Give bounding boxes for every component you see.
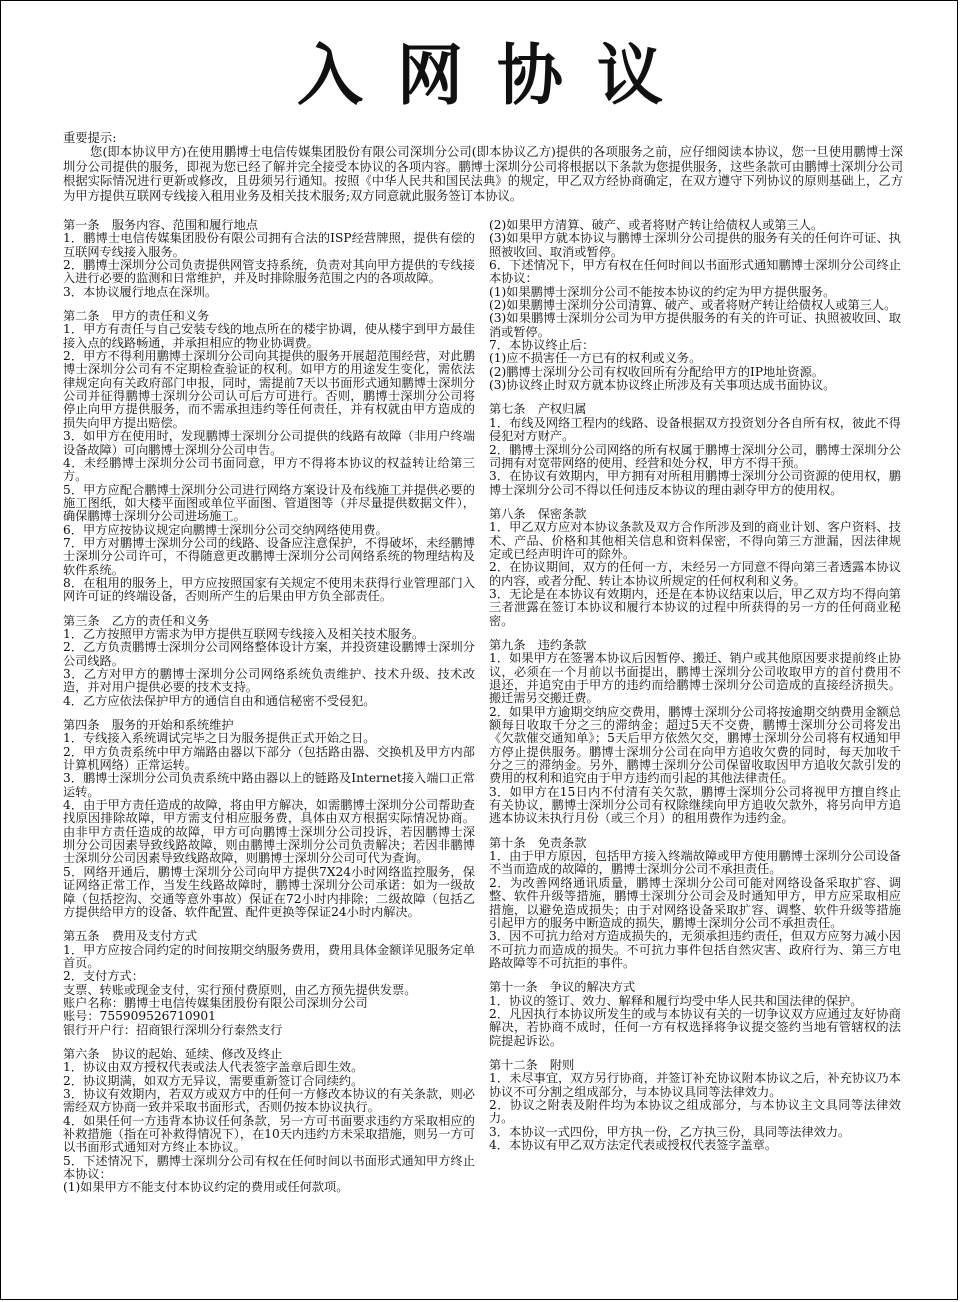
section-title: 第九条 违约条款 xyxy=(489,637,587,652)
clause-text: 3．因不可抗力给对方造成损失的，无须承担违约责任，但双方应努力减小因不可抗力而造成的损失。不可抗力事件包括自然灾害、政府行为、第三方电路故障等不可抗拒的事件。 xyxy=(489,929,901,970)
agreement-section xyxy=(63,219,475,299)
clause-text: 2．在协议期间，双方的任何一方，未经另一方同意不得向第三者透露本协议的内容，或者分配、转让本协议所规定的任何权利和义务。 xyxy=(489,560,901,588)
section-title: 第十条 免责条款 xyxy=(489,835,587,850)
section-title: 第三条 乙方的责任和义务 xyxy=(63,613,210,628)
clause-text: 3．协议有效期内，若双方或双方中的任何一方修改本协议的有关条款，则必需经双方协商一致并采取书面形式，否则仍按本协议执行。 xyxy=(63,1086,475,1115)
clause-text: 1．专线接入系统调试完毕之日为服务提供正式开始之日。 xyxy=(63,731,376,746)
notice-heading: 重要提示: xyxy=(63,131,117,145)
clause-text: 1．未尽事宜，双方另行协商，并签订补充协议附本协议之后，补充协议乃本协议不可分割之组成部分，与本协议具同等法律效力。 xyxy=(489,1071,901,1099)
clause-text: 2．鹏博士深圳分公司负责提供网管支持系统，负责对其向甲方提供的专线接入进行必要的监测和日常维护，并及时排除服务范围之内的各项故障。 xyxy=(63,258,475,286)
clause-text: 3．本协议一式四份，甲方执一份，乙方执三份，具同等法律效力。 xyxy=(489,1124,851,1139)
agreement-section xyxy=(63,930,475,1037)
clause-text: 2．协议之附表及附件均为本协议之组成部分，与本协议主文具同等法律效力。 xyxy=(489,1097,901,1126)
clause-text: 6．甲方应按协议规定向鹏博士深圳分公司交纳网络使用费。 xyxy=(63,522,388,537)
section-title: 第十一条 争议的解决方式 xyxy=(489,980,636,995)
clause-text: 6．下述情况下，甲方有权在任何时间以书面形式通知鹏博士深圳分公司终止本协议： xyxy=(489,258,901,286)
clause-text: 7．甲方对鹏博士深圳分公司的线路、设备应注意保护，不得破坏，未经鹏博士深圳分公司许可，不得随意更改鹏博士深圳分公司网络系统的物理结构及软件系统。 xyxy=(63,535,475,577)
clause-text: 1．甲方有责任与自己安装专线的地点所在的楼宇协调，使从楼宇到甲方最佳接入点的线路畅通，并承担相应的物业协调费。 xyxy=(63,322,475,350)
clause-text: 2．甲方负责系统中甲方端路由器以下部分（包括路由器、交换机及甲方内部计算机网络）正常运转。 xyxy=(63,744,475,773)
right-column xyxy=(489,219,901,1163)
clause-text: 4．本协议有甲乙双方法定代表或授权代表签字盖章。 xyxy=(489,1138,778,1152)
clause-text: 1．如果甲方在签署本协议后因暂停、搬迁、销户或其他原因要求提前终止协议，必须在一个月前以书面提出，鹏博士深圳分公司收取甲方的首付费用不退还，并追究由于甲方的违约而给鹏博士深圳分公司造成的直接经济损失。搬迁需另交搬迁费。 xyxy=(489,651,901,706)
clause-text: 4．未经鹏博士深圳分公司书面同意，甲方不得将本协议的权益转让给第三方。 xyxy=(63,455,475,484)
clause-text: (3)协议终止时双方就本协议终止所涉及有关事项达成书面协议。 xyxy=(489,378,836,393)
clause-text: 3．乙方对甲方的鹏博士深圳分公司网络系统负责维护、技术升级、技术改造，并对用户提供必要的技术支持。 xyxy=(63,667,475,695)
clause-text: 账户名称：鹏博士电信传媒集团股份有限公司深圳分公司 xyxy=(63,995,368,1010)
agreement-section xyxy=(489,1059,901,1152)
clause-text: 1．鹏博士电信传媒集团股份有限公司拥有合法的ISP经营牌照，提供有偿的互联网专线接入服务。 xyxy=(63,231,475,259)
clause-text: 5．下述情况下，鹏博士深圳分公司有权在任何时间以书面形式通知甲方终止本协议： xyxy=(63,1153,475,1182)
clause-text: (1)如果甲方不能支付本协议约定的费用或任何款项。 xyxy=(63,1180,349,1195)
document-title: 入网协议 xyxy=(297,36,697,114)
agreement-section xyxy=(489,403,901,496)
section-title: 第二条 甲方的责任和义务 xyxy=(63,309,210,324)
clause-text: 4．由于甲方责任造成的故障，将由甲方解决，如需鹏博士深圳分公司帮助查找原因排除故障，甲方需支付相应服务费，具体由双方根据实际情况协商。由非甲方责任造成的故障，甲方可向鹏博士深圳分公司投诉，若因鹏博士深圳分公司因素导致线路故障，则由鹏博士深圳分公司负责解决；若因非鹏博士深圳分公司因素导致线路故障，则鹏博士深圳分公司可代为查询。 xyxy=(63,798,475,866)
clause-text: 2．凡因执行本协议所发生的或与本协议有关的一切争议双方应通过友好协商解决，若协商不成时，任何一方有权选择将争议提交签约当地有管辖权的法院提起诉讼。 xyxy=(489,1006,901,1048)
agreement-section xyxy=(63,719,475,919)
clause-text: 2．如果甲方逾期交纳应交费用，鹏博士深圳分公司将按逾期交纳费用金额总额每日收取千分之三的滞纳金；超过5天不交费，鹏博士深圳分公司将发出《欠款催交通知单》；5天后甲方依然欠交，鹏博士深圳分公司将有权通知甲方停止提供服务。鹏博士深圳分公司在向甲方追收欠费的同时，每天加收千分之三的滞纳金。另外，鹏博士深圳分公司保留收取因甲方追收欠款引发的费用的权利和追究由于甲方违约而引起的其他法律责任。 xyxy=(489,704,901,786)
clause-text: 1．布线及网络工程内的线路、设备根据双方投资划分各自所有权，彼此不得侵犯对方财产。 xyxy=(489,415,901,444)
clause-text: 3．无论是在本协议有效期内，还是在本协议结束以后，甲乙双方均不得向第三者泄露在签订本协议和履行本协议的过程中所获得的另一方的任何商业秘密。 xyxy=(489,586,901,628)
clause-text: 5．网络开通后，鹏博士深圳分公司向甲方提供7X24小时网络监控服务，保证网络正常工作，当发生线路故障时，鹏博士深圳分公司承诺：如为一级故障（包括挖沟、交通等意外事故）保证在72小时内排除；二级故障（包括乙方提供给甲方的设备、软件配置、配件更换等保证24小时内解决。 xyxy=(63,864,475,919)
clause-text: 1．协议由双方授权代表或法人代表签字盖章后即生效。 xyxy=(63,1060,364,1075)
clause-text: 1．甲方应按合同约定的时间按期交纳服务费用，费用具体金额详见服务定单首页。 xyxy=(63,942,475,970)
important-notice xyxy=(63,131,903,203)
agreement-section xyxy=(489,837,901,970)
clause-text: (1)如果鹏博士深圳分公司不能按本协议的约定为甲方提供服务。 xyxy=(489,284,836,299)
left-column xyxy=(63,219,475,1206)
clause-text: 2．甲方不得利用鹏博士深圳分公司向其提供的服务开展超范围经营，对此鹏博士深圳分公司有不定期检查验证的权利。如甲方的用途发生变化，需依法律规定向有关政府部门申报，同时，需提前7天以书面形式通知鹏博士深圳分公司并征得鹏博士深圳分公司认可后方可进行。否则，鹏博士深圳分公司将停止向甲方提供服务，而不需承担违约等任何责任，并有权就由甲方造成的损失向甲方提出赔偿。 xyxy=(63,349,475,430)
clause-text: 3．在协议有效期内，甲方拥有对所租用鹏博士深圳分公司资源的使用权，鹏博士深圳分公司不得以任何违反本协议的理由剥夺甲方的使用权。 xyxy=(489,469,901,497)
clause-text: 5．甲方应配合鹏博士深圳分公司进行网络方案设计及布线施工并提供必要的施工图纸，如大楼平面图或单位平面图、管道图等（并尽量提供数据文件），确保鹏博士深圳分公司进场施工。 xyxy=(63,482,475,524)
section-title: 第八条 保密条款 xyxy=(489,506,587,521)
clause-text: 银行开户行：招商银行深圳分行泰然支行 xyxy=(63,1022,283,1037)
clause-text: 3．如甲方在使用时，发现鹏博士深圳分公司提供的线路有故障（非用户终端设备故障）可向鹏博士深圳分公司申告。 xyxy=(63,429,475,457)
clause-text: 4．乙方应依法保护甲方的通信自由和通信秘密不受侵犯。 xyxy=(63,693,376,708)
notice-paragraph: 您(即本协议甲方)在使用鹏博士电信传媒集团股份有限公司深圳分公司(即本协议乙方)提供的各项服务之前，应仔细阅读本协议，您一旦使用鹏博士深圳分公司提供的服务，即视为您已经了解并完全接受本协议的各项内容。鹏博士深圳分公司将根据以下条款为您提供服务，这些条款可由鹏博士深圳分公司根据实际情况进行更新或修改，且毋须另行通知。按照《中华人民共和国民法典》的规定，甲乙双方经协商确定，在双方遵守下列协议的原则基础上，乙方为甲方提供互联网专线接入租用业务及相关技术服务;双方同意就此服务签订本协议。 xyxy=(63,145,903,203)
section-title: 第一条 服务内容、范围和履行地点 xyxy=(63,218,258,232)
clause-text: (1)应不损害任一方已有的权利或义务。 xyxy=(489,351,702,366)
clause-text: 支票、转账或现金支付，实行预付费原则，由乙方预先提供发票。 xyxy=(63,982,417,997)
clause-text: (3)如果甲方就本协议与鹏博士深圳分公司提供的服务有关的任何许可证、执照被收回、取消或暂停。 xyxy=(489,231,901,259)
clause-text: 1．协议的签订、效力、解释和履行均受中华人民共和国法律的保护。 xyxy=(489,993,863,1008)
section-title: 第五条 费用及支付方式 xyxy=(63,929,198,944)
clause-text: 1．由于甲方原因，包括甲方接入终端故障或甲方使用鹏博士深圳分公司设备不当而造成的故障的，鹏博士深圳分公司不承担责任。 xyxy=(489,849,901,877)
agreement-section xyxy=(63,615,475,708)
clause-text: (2)如果鹏博士深圳分公司清算、破产、或者将财产转让给债权人或第三人。 xyxy=(489,298,897,313)
clause-text: (3)如果鹏博士深圳分公司为甲方提供服务的有关的许可证、执照被收回、取消或暂停。 xyxy=(489,311,901,339)
agreement-section xyxy=(489,981,901,1048)
clause-text: 3．如甲方在15日内不付清有关欠款，鹏博士深圳分公司将视甲方擅自终止有关协议，鹏博士深圳分公司有权除继续向甲方追收欠款外，将另向甲方追逃本协议未执行月份（或三个月）的租用费作为违约金。 xyxy=(489,784,901,826)
agreement-section xyxy=(489,639,901,826)
clause-text: 3．鹏博士深圳分公司负责系统中路由器以上的链路及Internet接入端口正常运转。 xyxy=(63,771,475,799)
section-title: 第七条 产权归属 xyxy=(489,402,587,417)
clause-text: 2．乙方负责鹏博士深圳分公司网络整体设计方案，并投资建设鹏博士深圳分公司线路。 xyxy=(63,640,475,668)
section-title: 第十二条 附则 xyxy=(489,1057,575,1072)
clause-text: (2)鹏博士深圳分公司有权收回所有分配给甲方的IP地址资源。 xyxy=(489,364,824,379)
clause-text: 8．在租用的服务上，甲方应按照国家有关规定不使用未获得行业管理部门入网许可证的终端设备，否则所产生的后果由甲方负全部责任。 xyxy=(63,575,475,604)
clause-text: 2．鹏博士深圳分公司网络的所有权属于鹏博士深圳分公司，鹏博士深圳分公司拥有对宽带网络的使用、经营和处分权，甲方不得干预。 xyxy=(489,442,901,470)
clause-text: 1．乙方按照甲方需求为甲方提供互联网专线接入及相关技术服务。 xyxy=(63,626,425,641)
clause-text: 2．为改善网络通讯质量，鹏博士深圳分公司可能对网络设备采取扩容、调整、软件升级等措施，鹏博士深圳分公司会及时通知甲方，甲方应采取相应措施，以避免造成损失；由于对网络设备采取扩容、调整、软件升级等措施引起甲方的服务中断造成的损失，鹏博士深圳分公司不承担责任。 xyxy=(489,875,901,930)
clause-text: 2．协议期满，如双方无异议，需要重新签订合同续约。 xyxy=(63,1073,364,1088)
section-title: 第四条 服务的开始和系统维护 xyxy=(63,718,234,733)
agreement-section xyxy=(63,1048,475,1195)
agreement-section xyxy=(489,219,901,392)
clause-text: 4．如果任何一方违背本协议任何条款，另一方可书面要求违约方采取相应的补救措施（指在可补救得情况下），在10天内违约方未采取措施，则另一方可以书面形式通知对方终止本协议。 xyxy=(63,1113,475,1155)
agreement-section xyxy=(63,310,475,604)
clause-text: 7．本协议终止后： xyxy=(489,338,595,353)
clause-text: 1．甲乙双方应对本协议条款及双方合作所涉及到的商业计划、客户资料、技术、产品、价格和其他相关信息和资料保密，不得向第三方泄漏，因法律规定或已经声明许可的除外。 xyxy=(489,520,901,561)
clause-text: (2)如果甲方清算、破产、或者将财产转让给债权人或第三人。 xyxy=(489,218,824,232)
clause-text: 2．支付方式： xyxy=(63,969,144,984)
section-title: 第六条 协议的起始、延续、修改及终止 xyxy=(63,1046,283,1061)
clause-text: 3．本协议履行地点在深圳。 xyxy=(63,284,218,299)
clause-text: 账号：755909526710901 xyxy=(63,1009,216,1024)
agreement-section xyxy=(489,508,901,628)
